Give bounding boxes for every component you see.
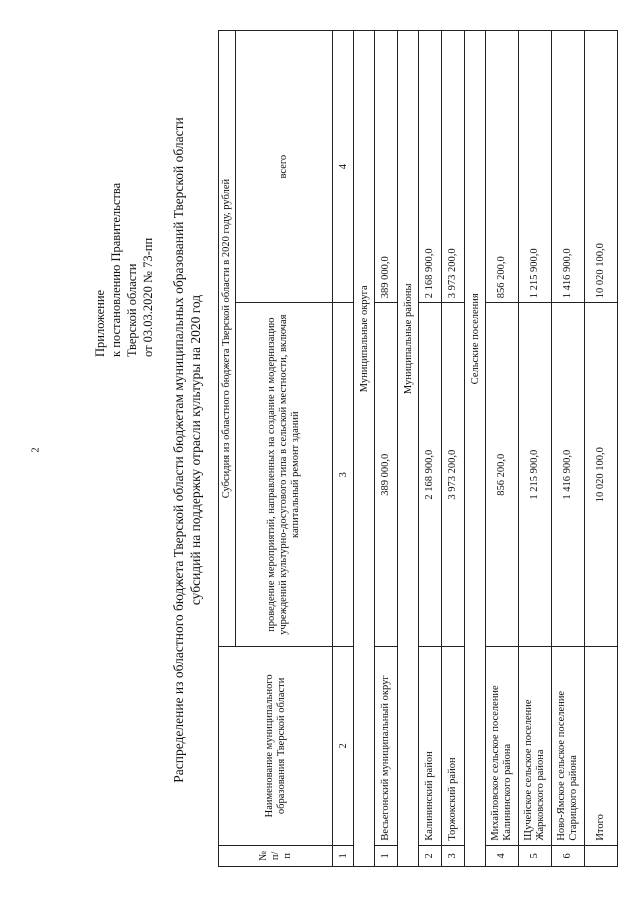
row-num: 5 bbox=[519, 845, 552, 866]
row-name: Весьегонский муниципальный округ bbox=[375, 647, 398, 846]
total-all: 10 020 100,0 bbox=[585, 31, 618, 303]
table-row bbox=[442, 31, 465, 867]
row-total: 856 200,0 bbox=[486, 31, 519, 303]
row-subsidy: 856 200,0 bbox=[486, 303, 519, 647]
header-total: всего bbox=[236, 31, 333, 303]
appendix-line: Приложение bbox=[93, 289, 107, 357]
appendix-line: Тверской области bbox=[125, 263, 139, 357]
row-name: Щучейское сельское поселение Жарковского района bbox=[519, 647, 552, 846]
section-row bbox=[398, 31, 419, 867]
appendix-line: к постановлению Правительства bbox=[109, 182, 123, 357]
row-num: 4 bbox=[486, 845, 519, 866]
table-row bbox=[375, 31, 398, 867]
section-label: Муниципальные округа bbox=[354, 31, 375, 647]
title-line: субсидий на поддержку отрасли культуры на 2020 год bbox=[188, 294, 203, 606]
row-name: Торжокский район bbox=[442, 647, 465, 846]
table-row bbox=[486, 31, 519, 867]
row-name: Ново-Ямское сельское поселение Старицкого района bbox=[552, 647, 585, 846]
header-subsidy-group: Субсидия из областного бюджета Тверской области в 2020 году, рублей bbox=[219, 31, 236, 647]
table-row bbox=[419, 31, 442, 867]
row-num: 1 bbox=[375, 845, 398, 866]
row-subsidy: 1 416 900,0 bbox=[552, 303, 585, 647]
appendix-line: от 03.03.2020 № 73-пп bbox=[141, 237, 155, 357]
document-title bbox=[170, 5, 204, 895]
section-label: Сельские поселения bbox=[465, 31, 486, 647]
row-name: Калининский район bbox=[419, 647, 442, 846]
section-label: Муниципальные районы bbox=[398, 31, 419, 647]
rotated-sheet bbox=[92, 5, 606, 895]
row-total: 2 168 900,0 bbox=[419, 31, 442, 303]
row-total: 389 000,0 bbox=[375, 31, 398, 303]
row-name: Михайловское сельское поселение Калининского района bbox=[486, 647, 519, 846]
total-label: Итого bbox=[585, 647, 618, 846]
header-subsidy-purpose: проведение мероприятий, направленных на создание и модернизацию учреждений культурно-досугового типа в сельской местности, включая капитальный ремонт зданий bbox=[236, 303, 333, 647]
index-cell: 3 bbox=[333, 303, 354, 647]
index-row bbox=[333, 31, 354, 867]
section-row bbox=[465, 31, 486, 867]
header-name: Наименование муниципального образования Тверской области bbox=[219, 647, 333, 846]
row-subsidy: 389 000,0 bbox=[375, 303, 398, 647]
page-number: 2 bbox=[30, 447, 42, 453]
table-row bbox=[552, 31, 585, 867]
appendix-block bbox=[92, 147, 156, 357]
section-row bbox=[354, 31, 375, 867]
row-subsidy: 3 973 200,0 bbox=[442, 303, 465, 647]
total-subsidy: 10 020 100,0 bbox=[585, 303, 618, 647]
index-cell: 4 bbox=[333, 31, 354, 303]
title-line: Распределение из областного бюджета Тверской области бюджетам муниципальных образований Тверской области bbox=[171, 117, 186, 783]
row-num: 6 bbox=[552, 845, 585, 866]
row-num: 2 bbox=[419, 845, 442, 866]
row-total: 1 215 900,0 bbox=[519, 31, 552, 303]
table-row bbox=[519, 31, 552, 867]
row-total: 1 416 900,0 bbox=[552, 31, 585, 303]
index-cell: 1 bbox=[333, 845, 354, 866]
row-subsidy: 1 215 900,0 bbox=[519, 303, 552, 647]
row-total: 3 973 200,0 bbox=[442, 31, 465, 303]
row-num: 3 bbox=[442, 845, 465, 866]
index-cell: 2 bbox=[333, 647, 354, 846]
row-subsidy: 2 168 900,0 bbox=[419, 303, 442, 647]
total-row bbox=[585, 31, 618, 867]
header-num: № п/п bbox=[219, 845, 333, 866]
subsidy-table bbox=[218, 30, 618, 867]
